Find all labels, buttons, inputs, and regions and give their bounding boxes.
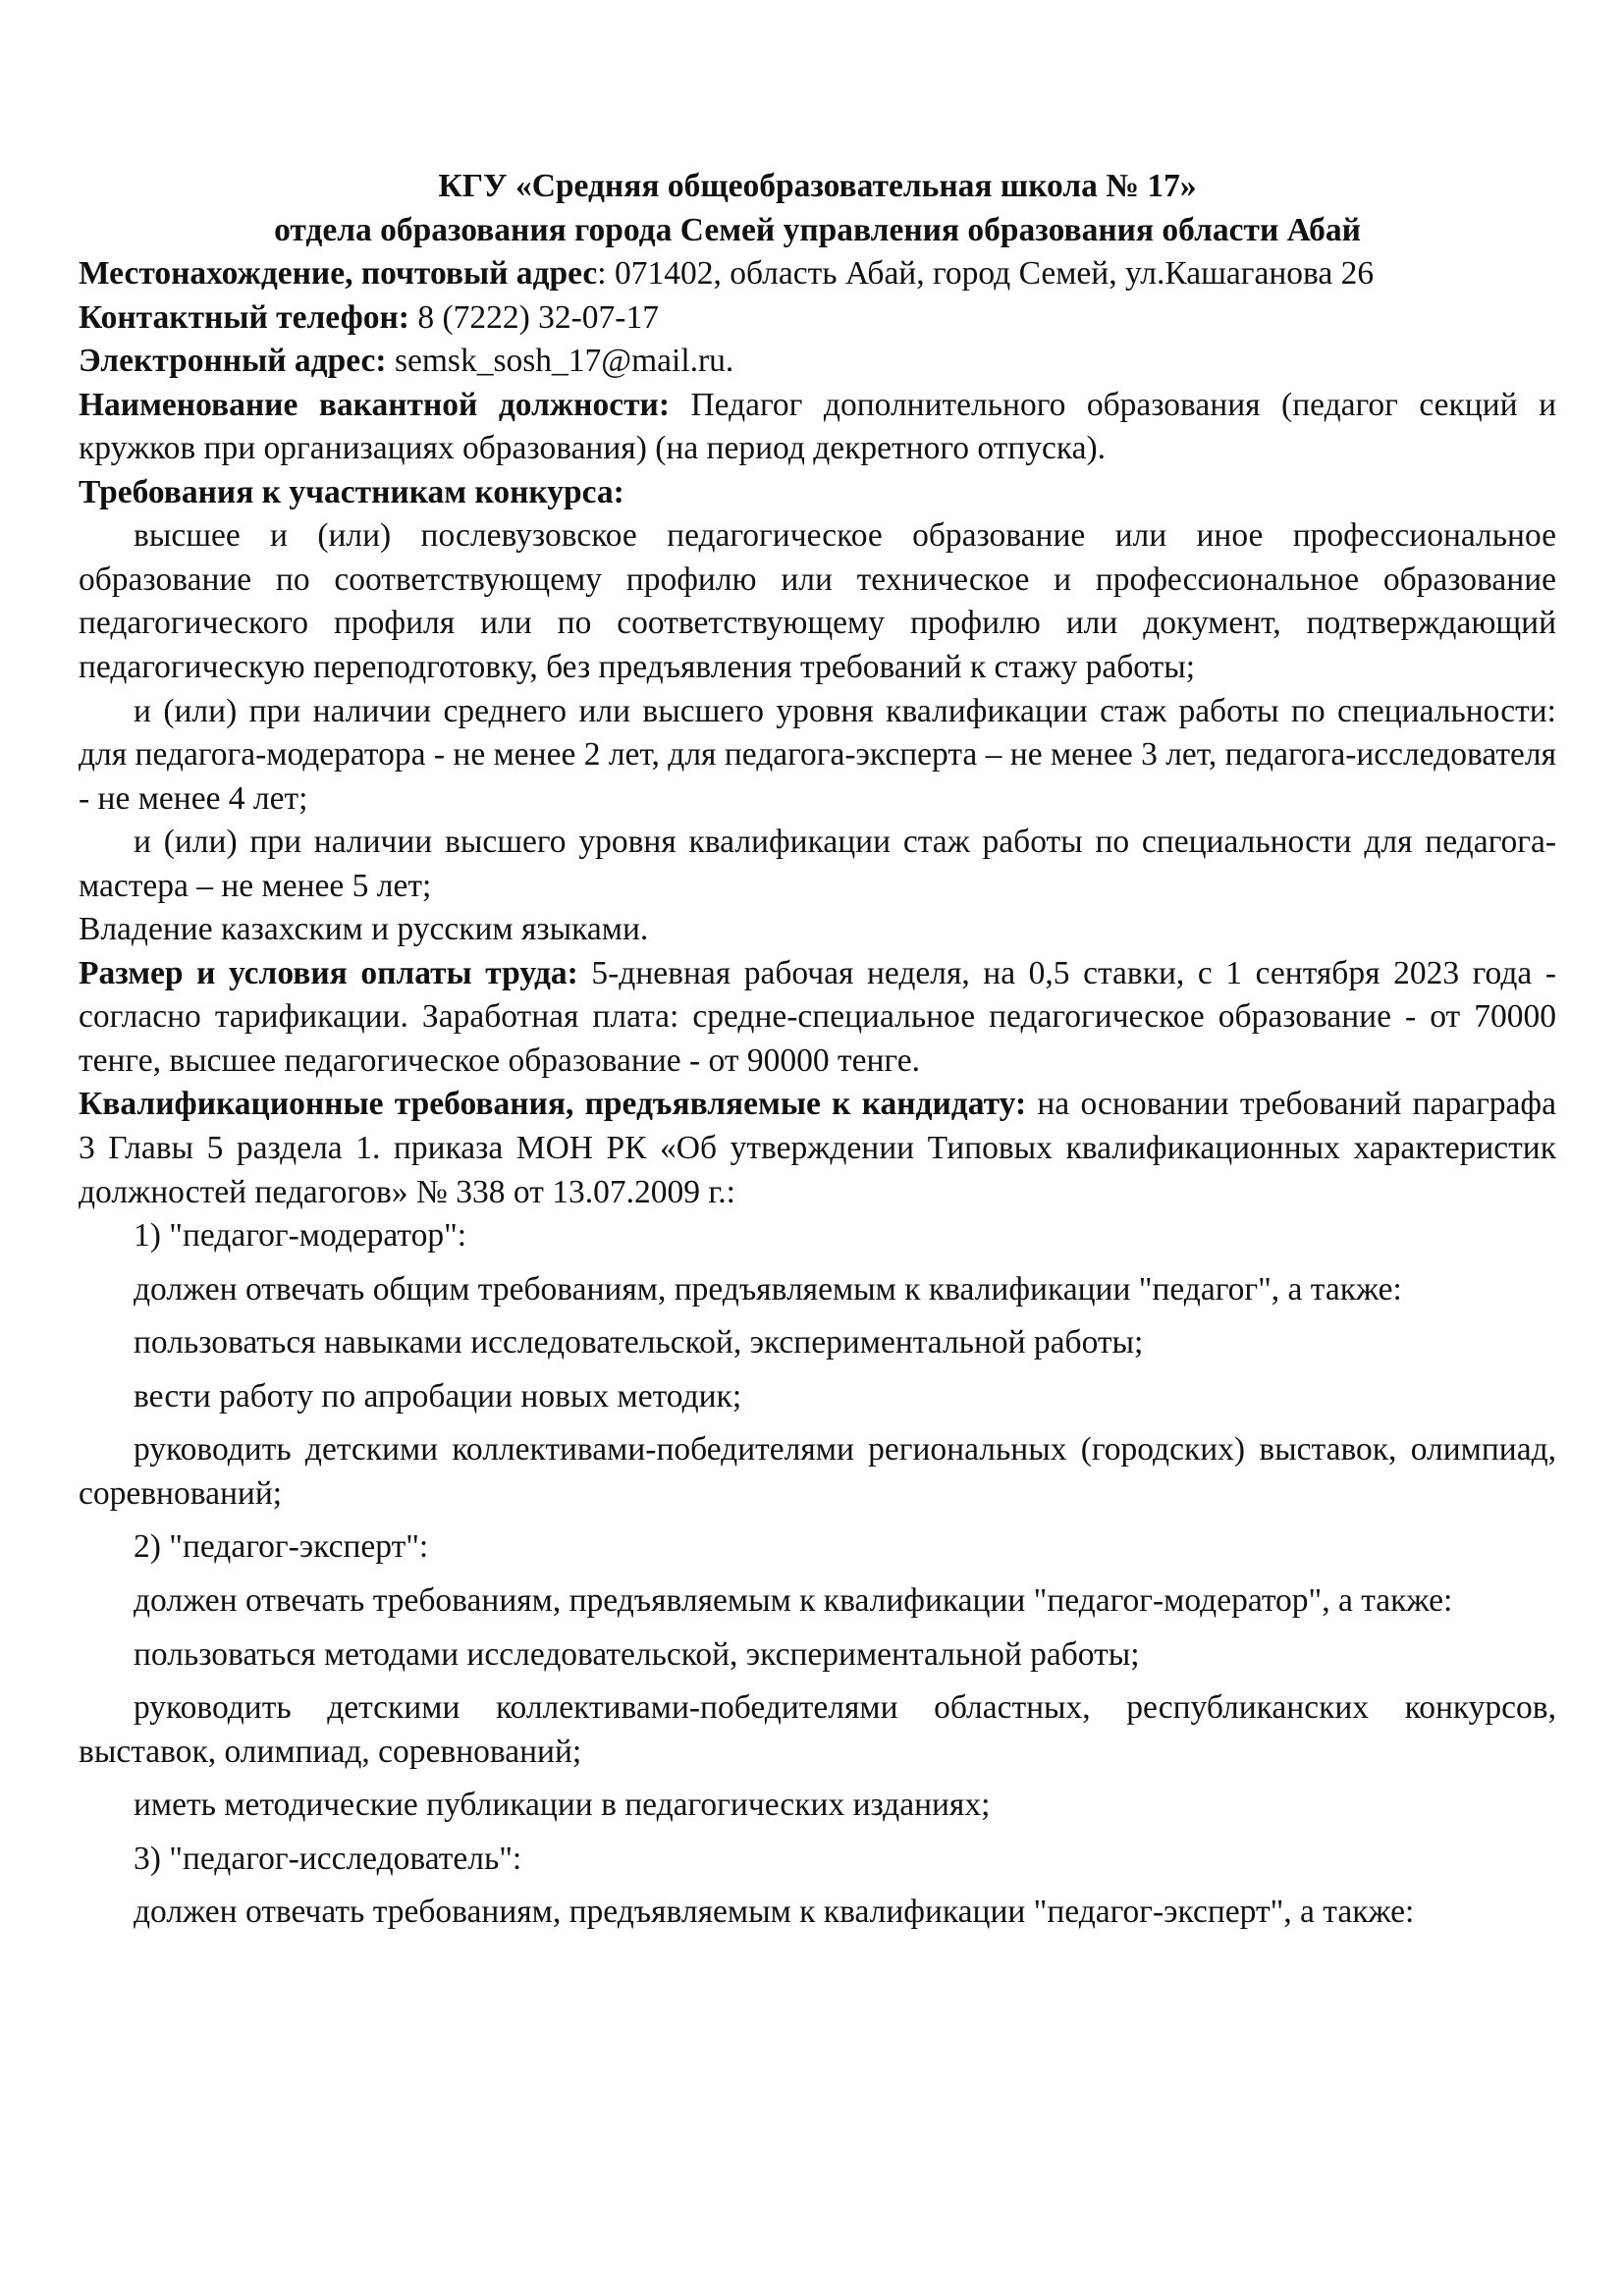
document-page <box>79 165 1556 1935</box>
requirement-item: и (или) при наличии высшего уровня квалификации стаж работы по специальности для педагога-мастера – не менее 5 лет; <box>79 824 1556 904</box>
languages-line: Владение казахским и русским языками. <box>79 911 649 948</box>
salary-label: Размер и условия оплаты труда: <box>79 954 578 991</box>
moderator-line: руководить детскими коллективами-победителями региональных (городских) выставок, олимпиад, соревнований; <box>79 1431 1556 1512</box>
email-label: Электронный адрес: <box>79 343 387 380</box>
researcher-heading: 3) "педагог-исследователь": <box>134 1840 522 1877</box>
document-title-line1: КГУ «Средняя общеобразовательная школа № 17» <box>438 168 1197 204</box>
researcher-line: должен отвечать требованиям, предъявляемым к квалификации "педагог-эксперт", а также: <box>134 1894 1415 1931</box>
expert-line: пользоваться методами исследовательской, экспериментальной работы; <box>134 1635 1140 1673</box>
expert-heading: 2) "педагог-эксперт": <box>134 1528 429 1566</box>
moderator-line: вести работу по апробации новых методик; <box>134 1377 742 1415</box>
qualification-label: Квалификационные требования, предъявляемые к кандидату: <box>79 1086 1027 1123</box>
requirement-item: высшее и (или) послевузовское педагогическое образование или иное профессиональное образование по соответствующему профилю или техническое и профессиональное образование педагогического профиля или по соответствующему профилю или документ, подтверждающий педагогическую переподготовку, без предъявления требований к стажу работы; <box>79 517 1556 686</box>
expert-line: должен отвечать требованиям, предъявляемым к квалификации "педагог-модератор", а также: <box>134 1581 1453 1619</box>
qualification-value: на основании требований параграфа 3 Главы 5 раздела 1. приказа МОН РК «Об утверждении Типовых квалификационных характеристик должностей педагогов» № 338 от 13.07.2009 г.: <box>79 1086 1556 1210</box>
moderator-heading: 1) "педагог-модератор": <box>134 1217 467 1255</box>
document-title-line2: отдела образования города Семей управления образования области Абай <box>274 211 1361 248</box>
vacancy-label: Наименование вакантной должности: <box>79 386 670 423</box>
moderator-line: пользоваться навыками исследовательской, экспериментальной работы; <box>134 1324 1144 1362</box>
salary-value: 5-дневная рабочая неделя, на 0,5 ставки, с 1 сентября 2023 года - согласно тарификации. Заработная плата: средне-специальное педагогическое образование - от 70000 тенге, высшее педагогическое образование - от 90000 тенге. <box>79 954 1556 1079</box>
email-value: semsk_sosh_17@mail.ru. <box>386 343 734 380</box>
address-value: : 071402, область Абай, город Семей, ул.Кашаганова 26 <box>597 255 1375 293</box>
salary-paragraph <box>79 952 1556 1084</box>
email-paragraph <box>79 340 1556 384</box>
expert-line: руководить детскими коллективами-победителями областных, республиканских конкурсов, выставок, олимпиад, соревнований; <box>79 1689 1556 1770</box>
address-label: Местонахождение, почтовый адрес <box>79 255 598 293</box>
phone-value: 8 (7222) 32-07-17 <box>408 298 659 336</box>
address-paragraph <box>79 252 1556 296</box>
phone-label: Контактный телефон: <box>79 298 409 336</box>
moderator-line: должен отвечать общим требованиям, предъявляемым к квалификации "педагог", а также: <box>134 1270 1402 1308</box>
requirement-item: и (или) при наличии среднего или высшего уровня квалификации стаж работы по специальности: для педагога-модератора - не менее 2 лет, для педагога-эксперта – не менее 3 лет, педагога-исследователя - не менее 4 лет; <box>79 692 1556 817</box>
requirements-heading: Требования к участникам конкурса: <box>79 473 624 510</box>
expert-line: иметь методические публикации в педагогических изданиях; <box>134 1787 991 1824</box>
qualification-paragraph <box>79 1083 1556 1214</box>
phone-paragraph <box>79 296 1556 341</box>
vacancy-value: Педагог дополнительного образования (педагог секций и кружков при организациях образования) (на период декретного отпуска). <box>79 386 1556 467</box>
vacancy-paragraph <box>79 384 1556 471</box>
